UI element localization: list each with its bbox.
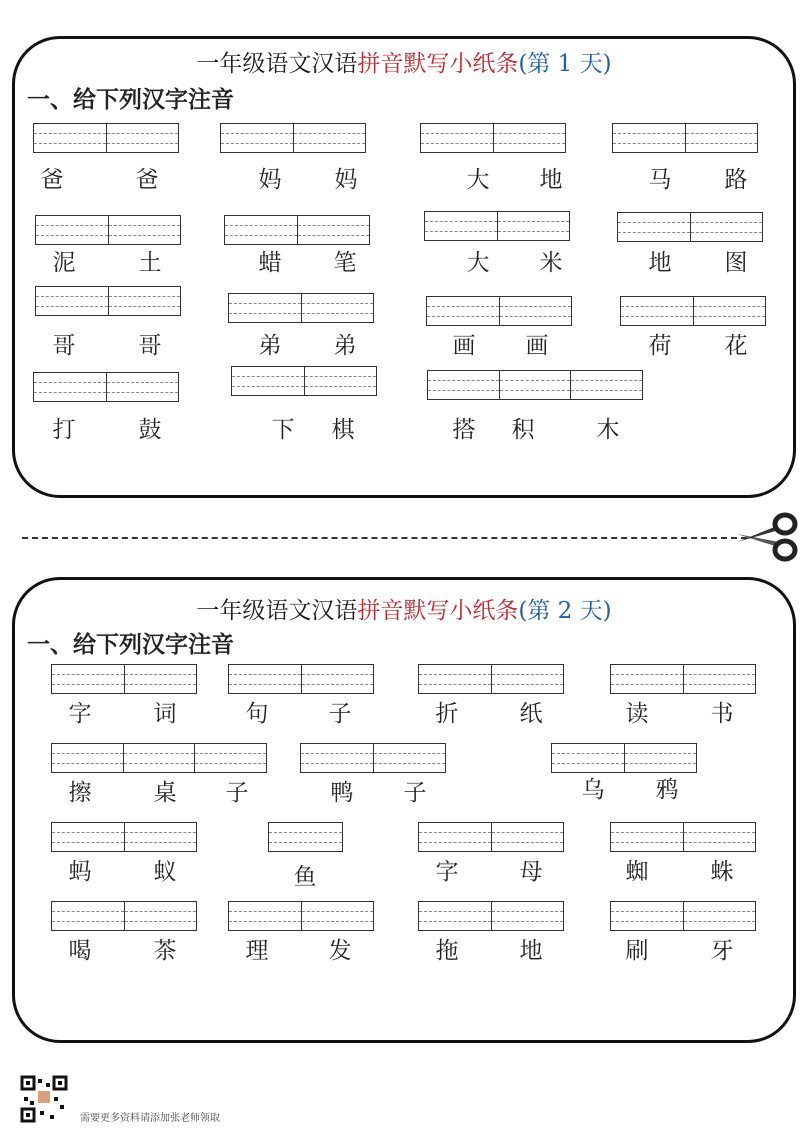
hanzi-character: 荷 <box>648 333 672 359</box>
hanzi-character: 弟 <box>258 333 282 359</box>
hanzi-character: 母 <box>519 859 543 885</box>
pinyin-cell[interactable] <box>52 665 125 693</box>
hanzi-character: 茶 <box>153 938 177 964</box>
pinyin-cell[interactable] <box>109 216 181 244</box>
hanzi-character: 打 <box>52 417 76 443</box>
pinyin-writing-box[interactable] <box>420 123 566 153</box>
pinyin-cell[interactable] <box>301 744 374 772</box>
pinyin-writing-box[interactable] <box>418 822 564 852</box>
pinyin-cell[interactable] <box>229 902 302 930</box>
hanzi-character: 词 <box>153 701 177 727</box>
hanzi-character: 书 <box>710 701 734 727</box>
hanzi-character: 泥 <box>52 250 76 276</box>
hanzi-character: 子 <box>403 780 427 806</box>
pinyin-writing-box[interactable] <box>427 370 643 400</box>
hanzi-character: 字 <box>68 701 92 727</box>
pinyin-writing-box[interactable] <box>610 664 756 694</box>
worksheet-day-1 <box>12 36 796 498</box>
hanzi-character: 鸦 <box>655 777 679 803</box>
pinyin-cell[interactable] <box>684 665 756 693</box>
pinyin-cell[interactable] <box>492 902 564 930</box>
hanzi-character: 拖 <box>435 938 459 964</box>
hanzi-character: 画 <box>525 333 549 359</box>
pinyin-cell[interactable] <box>419 902 492 930</box>
hanzi-character: 乌 <box>581 777 605 803</box>
pinyin-cell[interactable] <box>428 371 500 399</box>
hanzi-character: 发 <box>328 938 352 964</box>
hanzi-character: 刷 <box>625 938 649 964</box>
pinyin-cell[interactable] <box>124 744 196 772</box>
pinyin-cell[interactable] <box>691 213 763 241</box>
hanzi-character: 哥 <box>138 333 162 359</box>
section-heading: 一、给下列汉字注音 <box>27 87 234 113</box>
pinyin-writing-box[interactable] <box>51 743 267 773</box>
hanzi-character: 积 <box>511 417 535 443</box>
hanzi-character: 大 <box>466 167 490 193</box>
pinyin-cell[interactable] <box>419 665 492 693</box>
pinyin-writing-box[interactable] <box>224 215 370 245</box>
pinyin-writing-box[interactable] <box>228 664 374 694</box>
pinyin-writing-box[interactable] <box>418 664 564 694</box>
pinyin-writing-box[interactable] <box>33 123 179 153</box>
pinyin-cell[interactable] <box>492 823 564 851</box>
pinyin-cell[interactable] <box>36 287 109 315</box>
pinyin-writing-box[interactable] <box>551 743 697 773</box>
pinyin-writing-box[interactable] <box>617 212 763 242</box>
hanzi-character: 折 <box>435 701 459 727</box>
hanzi-character: 句 <box>245 701 269 727</box>
pinyin-cell[interactable] <box>625 744 697 772</box>
pinyin-writing-box[interactable] <box>620 296 766 326</box>
pinyin-cell[interactable] <box>611 823 684 851</box>
pinyin-cell[interactable] <box>298 216 370 244</box>
hanzi-character: 妈 <box>334 167 358 193</box>
pinyin-cell[interactable] <box>500 371 572 399</box>
hanzi-character: 路 <box>724 167 748 193</box>
pinyin-cell[interactable] <box>225 216 298 244</box>
pinyin-cell[interactable] <box>52 902 125 930</box>
hanzi-character: 鱼 <box>293 864 317 890</box>
pinyin-writing-box[interactable] <box>51 664 197 694</box>
pinyin-cell[interactable] <box>684 823 756 851</box>
hanzi-character: 花 <box>724 333 748 359</box>
pinyin-cell[interactable] <box>613 124 686 152</box>
pinyin-cell[interactable] <box>419 823 492 851</box>
pinyin-cell[interactable] <box>571 371 642 399</box>
pinyin-cell[interactable] <box>52 744 124 772</box>
hanzi-character: 米 <box>539 250 563 276</box>
section-heading: 一、给下列汉字注音 <box>27 632 234 658</box>
pinyin-cell[interactable] <box>229 665 302 693</box>
pinyin-cell[interactable] <box>611 665 684 693</box>
pinyin-writing-box[interactable] <box>268 822 343 852</box>
hanzi-character: 画 <box>452 333 476 359</box>
pinyin-writing-box[interactable] <box>35 215 181 245</box>
hanzi-character: 下 <box>271 417 295 443</box>
hanzi-character: 笔 <box>333 250 357 276</box>
hanzi-character: 子 <box>328 701 352 727</box>
hanzi-character: 字 <box>435 859 459 885</box>
hanzi-character: 哥 <box>52 333 76 359</box>
pinyin-cell[interactable] <box>34 373 107 401</box>
hanzi-character: 喝 <box>68 938 92 964</box>
pinyin-cell[interactable] <box>36 216 109 244</box>
hanzi-character: 地 <box>648 250 672 276</box>
hanzi-character: 土 <box>138 250 162 276</box>
qr-code-icon <box>20 1075 68 1123</box>
hanzi-character: 棋 <box>331 417 355 443</box>
pinyin-cell[interactable] <box>492 665 564 693</box>
hanzi-character: 蚂 <box>68 859 92 885</box>
pinyin-cell[interactable] <box>125 665 197 693</box>
pinyin-cell[interactable] <box>421 124 494 152</box>
hanzi-character: 蚁 <box>153 859 177 885</box>
pinyin-writing-box[interactable] <box>35 286 181 316</box>
pinyin-cell[interactable] <box>305 367 377 395</box>
pinyin-cell[interactable] <box>107 373 179 401</box>
footer-note: 需要更多资料请添加张老师领取 <box>80 1113 220 1124</box>
hanzi-character: 爸 <box>135 167 159 193</box>
pinyin-cell[interactable] <box>611 902 684 930</box>
pinyin-cell[interactable] <box>425 212 498 240</box>
hanzi-character: 纸 <box>519 701 543 727</box>
hanzi-character: 牙 <box>710 938 734 964</box>
pinyin-writing-box[interactable] <box>231 366 377 396</box>
pinyin-cell[interactable] <box>684 902 756 930</box>
pinyin-writing-box[interactable] <box>424 211 570 241</box>
pinyin-cell[interactable] <box>621 297 694 325</box>
pinyin-cell[interactable] <box>294 124 366 152</box>
worksheet-day-2 <box>12 577 796 1043</box>
pinyin-cell[interactable] <box>52 823 125 851</box>
pinyin-writing-box[interactable] <box>228 293 374 323</box>
hanzi-character: 图 <box>724 250 748 276</box>
pinyin-cell[interactable] <box>498 212 570 240</box>
pinyin-cell[interactable] <box>125 823 197 851</box>
worksheet-title: 一年级语文汉语拼音默写小纸条(第 1 天) <box>196 51 612 77</box>
hanzi-character: 木 <box>596 417 620 443</box>
pinyin-writing-box[interactable] <box>610 822 756 852</box>
pinyin-cell[interactable] <box>125 902 197 930</box>
hanzi-character: 蛛 <box>710 859 734 885</box>
pinyin-cell[interactable] <box>552 744 625 772</box>
pinyin-cell[interactable] <box>500 297 572 325</box>
hanzi-character: 读 <box>625 701 649 727</box>
pinyin-cell[interactable] <box>109 287 181 315</box>
hanzi-character: 地 <box>539 167 563 193</box>
pinyin-cell[interactable] <box>302 665 374 693</box>
pinyin-cell[interactable] <box>427 297 500 325</box>
pinyin-writing-box[interactable] <box>300 743 446 773</box>
pinyin-cell[interactable] <box>494 124 566 152</box>
pinyin-cell[interactable] <box>302 294 374 322</box>
pinyin-cell[interactable] <box>618 213 691 241</box>
hanzi-character: 理 <box>245 938 269 964</box>
hanzi-character: 鸭 <box>330 780 354 806</box>
worksheet-title: 一年级语文汉语拼音默写小纸条(第 2 天) <box>196 598 612 624</box>
hanzi-character: 大 <box>466 250 490 276</box>
pinyin-writing-box[interactable] <box>610 901 756 931</box>
hanzi-character: 搭 <box>452 417 476 443</box>
pinyin-cell[interactable] <box>269 823 342 851</box>
hanzi-character: 妈 <box>258 167 282 193</box>
hanzi-character: 地 <box>519 938 543 964</box>
pinyin-cell[interactable] <box>229 294 302 322</box>
pinyin-writing-box[interactable] <box>51 901 197 931</box>
hanzi-character: 子 <box>225 780 249 806</box>
scissors-icon <box>735 512 799 562</box>
hanzi-character: 蜡 <box>258 250 282 276</box>
hanzi-character: 鼓 <box>138 417 162 443</box>
pinyin-writing-box[interactable] <box>220 123 366 153</box>
hanzi-character: 擦 <box>68 780 92 806</box>
hanzi-character: 爸 <box>40 167 64 193</box>
pinyin-cell[interactable] <box>107 124 179 152</box>
cut-line <box>22 537 747 539</box>
pinyin-cell[interactable] <box>232 367 305 395</box>
pinyin-writing-box[interactable] <box>33 372 179 402</box>
pinyin-writing-box[interactable] <box>51 822 197 852</box>
hanzi-character: 蜘 <box>625 859 649 885</box>
pinyin-writing-box[interactable] <box>228 901 374 931</box>
pinyin-writing-box[interactable] <box>426 296 572 326</box>
hanzi-character: 弟 <box>333 333 357 359</box>
pinyin-cell[interactable] <box>686 124 758 152</box>
pinyin-cell[interactable] <box>34 124 107 152</box>
pinyin-cell[interactable] <box>302 902 374 930</box>
hanzi-character: 桌 <box>153 780 177 806</box>
pinyin-writing-box[interactable] <box>612 123 758 153</box>
hanzi-character: 马 <box>648 167 672 193</box>
pinyin-cell[interactable] <box>374 744 446 772</box>
pinyin-cell[interactable] <box>221 124 294 152</box>
pinyin-cell[interactable] <box>195 744 266 772</box>
pinyin-writing-box[interactable] <box>418 901 564 931</box>
pinyin-cell[interactable] <box>694 297 766 325</box>
